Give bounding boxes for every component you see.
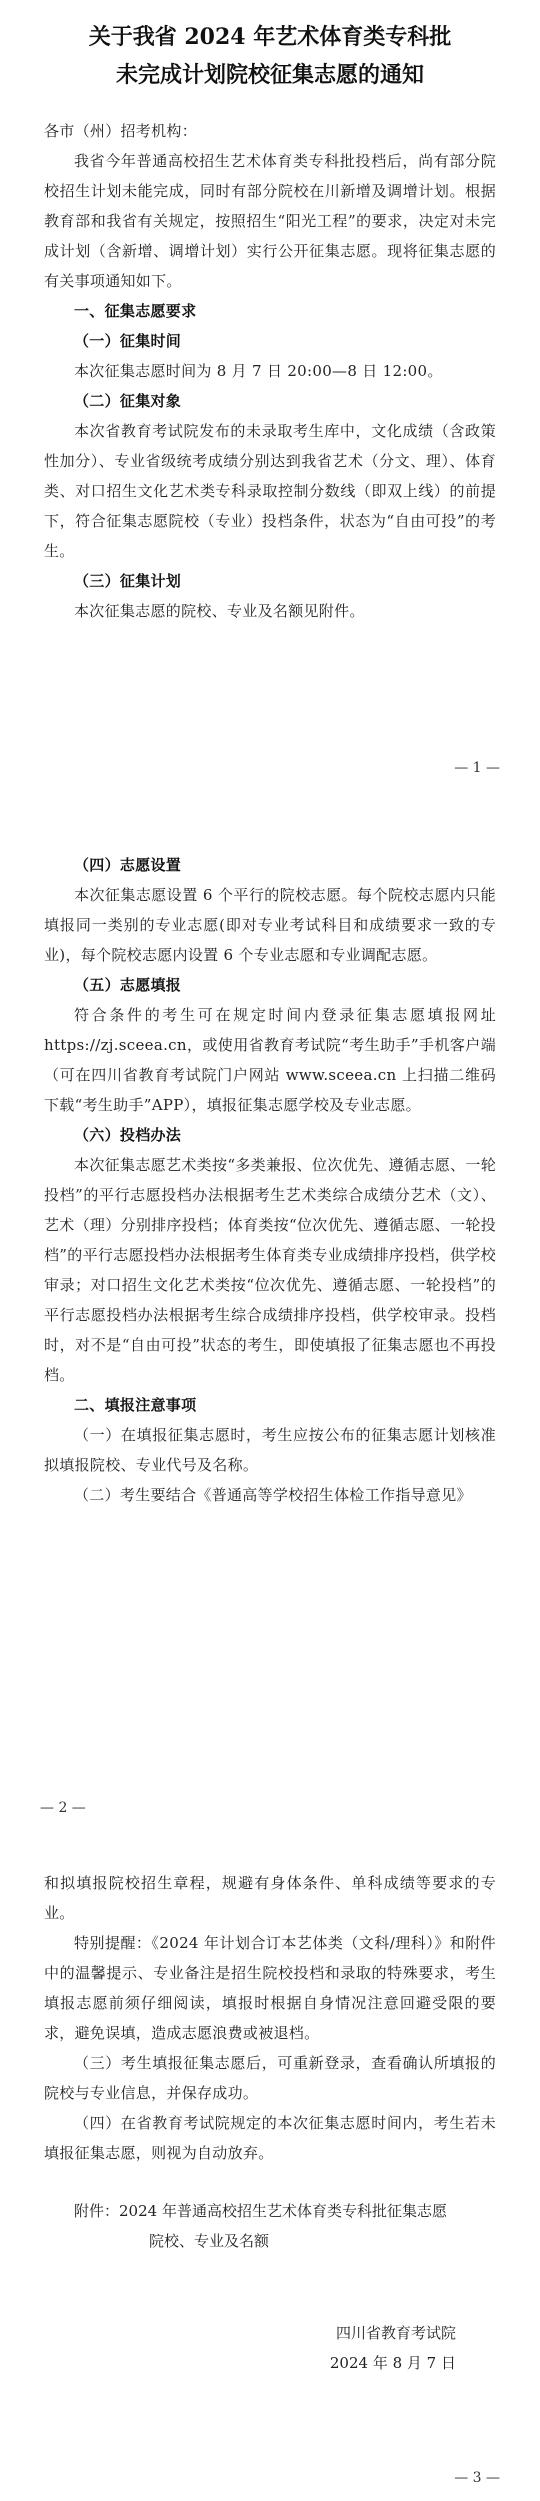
sub-2-heading: （二）征集对象 — [74, 392, 182, 410]
sub-3-text: 本次征集志愿的院校、专业及名额见附件。 — [74, 602, 365, 620]
sub-5-text: 符合条件的考生可在规定时间内登录征集志愿填报网址https://zj.sceea.cn，或使用省教育考试院“考生助手”手机客户端（可在四川省教育考试院门户网站 www.sceea.cn 上扫描二维码下载“考生助手”APP），填报征集志愿学校及专业志愿。 — [44, 1006, 496, 1114]
attachment-block — [44, 2196, 496, 2256]
sub-4-text: 本次征集志愿设置 6 个平行的院校志愿。每个院校志愿内只能填报同一类别的专业志愿(即对专业考试科目和成绩要求一致的专业)，每个院校志愿内设置 6 个专业志愿和专业调配志愿。 — [44, 886, 496, 964]
sub-2-text: 本次省教育考试院发布的未录取考生库中，文化成绩（含政策性加分）、专业省级统考成绩分别达到我省艺术（分文、理）、体育类、对口招生文化艺术类专科录取控制分数线（即双上线）的前提下，符合征集志愿院校（专业）投档条件，状态为“自由可投”的考生。 — [44, 422, 496, 560]
notice-item-2-part-1: （二）考生要结合《普通高等学校招生体检工作指导意见》 — [74, 1486, 472, 1504]
sub-6-text: 本次征集志愿艺术类按“多类兼报、位次优先、遵循志愿、一轮投档”的平行志愿投档办法根据考生艺术类综合成绩分艺术（文）、艺术（理）分别排序投档；体育类按“位次优先、遵循志愿、一轮投档”的平行志愿投档办法根据考生体育类专业成绩排序投档，供学校审录；对口招生文化艺术类按“位次优先、遵循志愿、一轮投档”的平行志愿投档办法根据考生综合成绩排序投档，供学校审录。投档时，对不是“自由可投”状态的考生，即使填报了征集志愿也不再投档。 — [44, 1156, 496, 1384]
sub-4-heading: （四）志愿设置 — [74, 856, 182, 874]
sub-6-heading: （六）投档办法 — [74, 1126, 182, 1144]
sub-1-text: 本次征集志愿时间为 8 月 7 日 20:00—8 日 12:00。 — [74, 362, 443, 380]
notice-item-3: （三）考生填报征集志愿后，可重新登录，查看确认所填报的院校与专业信息，并保存成功。 — [44, 2054, 496, 2102]
page-3 — [0, 1840, 540, 2501]
special-reminder: 特别提醒：《2024 年计划合订本艺体类（文科/理科）》和附件中的温馨提示、专业备注是招生院校投档和录取的特殊要求，考生填报志愿前须仔细阅读，填报时根据自身情况注意回避受限的要求，避免误填，造成志愿浪费或被退档。 — [44, 1934, 496, 2042]
section-1-heading: 一、征集志愿要求 — [74, 302, 197, 320]
page-number-2: — 2 — — [40, 1800, 86, 1816]
page-1 — [0, 0, 540, 790]
attachment-line-1: 2024 年普通高校招生艺术体育类专科批征集志愿 — [119, 2202, 447, 2220]
page-2 — [0, 800, 540, 1830]
section-2-heading: 二、填报注意事项 — [74, 1396, 197, 1414]
sub-3-heading: （三）征集计划 — [74, 572, 182, 590]
page-number-3: — 3 — — [454, 2470, 500, 2486]
title-line-1: 关于我省 2024 年艺术体育类专科批 — [88, 24, 452, 50]
page-number-1: — 1 — — [454, 760, 500, 776]
signature-date: 2024 年 8 月 7 日 — [329, 2354, 456, 2372]
notice-item-4: （四）在省教育考试院规定的本次征集志愿时间内，考生若未填报征集志愿，则视为自动放弃。 — [44, 2114, 496, 2162]
document-title — [44, 0, 496, 94]
attachment-label: 附件： — [74, 2202, 120, 2220]
salutation: 各市（州）招考机构： — [44, 122, 198, 140]
sub-1-heading: （一）征集时间 — [74, 332, 182, 350]
notice-item-1: （一）在填报征集志愿时，考生应按公布的征集志愿计划核准拟填报院校、专业代号及名称。 — [44, 1426, 496, 1474]
signature-org: 四川省教育考试院 — [335, 2324, 456, 2342]
attachment-line-2: 院校、专业及名额 — [149, 2232, 270, 2250]
sub-5-heading: （五）志愿填报 — [74, 976, 182, 994]
intro-paragraph: 我省今年普通高校招生艺术体育类专科批投档后，尚有部分院校招生计划未能完成，同时有部分院校在川新增及调增计划。根据教育部和我省有关规定，按照招生“阳光工程”的要求，决定对未完成计划（含新增、调增计划）实行公开征集志愿。现将征集志愿的有关事项通知如下。 — [44, 152, 496, 290]
notice-item-2-part-2: 和拟填报院校招生章程，规避有身体条件、单科成绩等要求的专业。 — [44, 1874, 496, 1922]
title-line-2: 未完成计划院校征集志愿的通知 — [115, 62, 424, 88]
